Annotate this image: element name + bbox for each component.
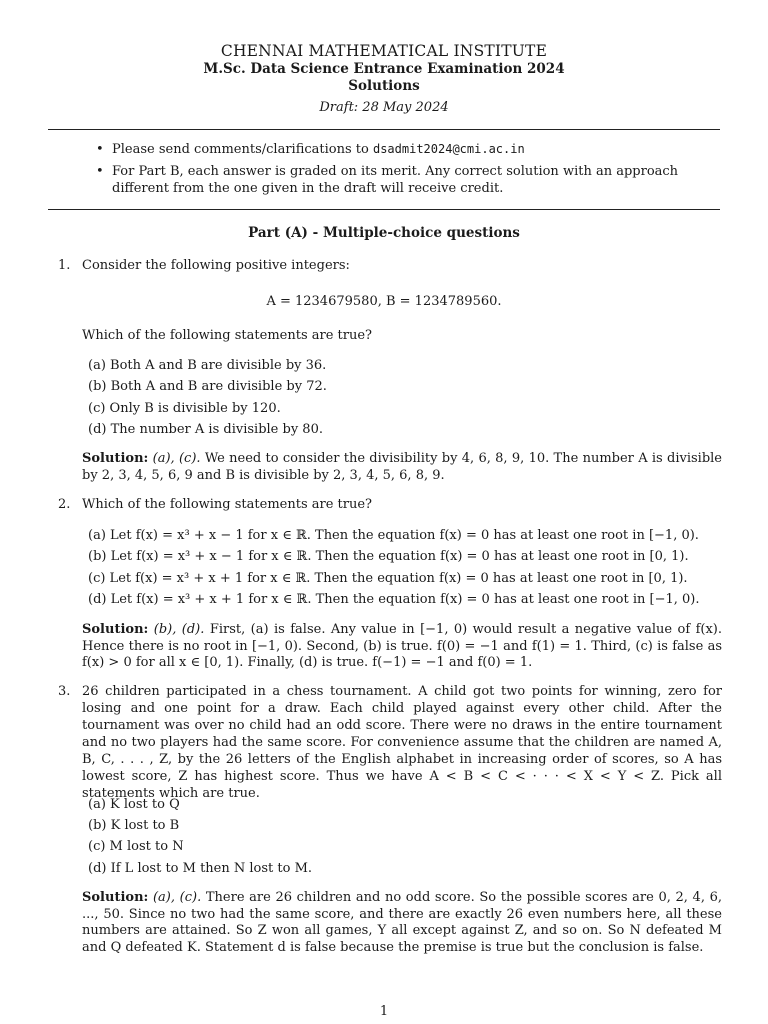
option-c: (c) Only B is divisible by 120.	[88, 401, 281, 416]
question-text: Consider the following positive integers:	[82, 258, 350, 273]
solution-label: Solution:	[82, 890, 149, 905]
option-c: (c) Let f(x) = x³ + x + 1 for x ∈ ℝ. Then the equation f(x) = 0 has at least one root in [0, 1).	[88, 571, 688, 586]
solution-label: Solution:	[82, 622, 149, 637]
option-a: (a) Let f(x) = x³ + x − 1 for x ∈ ℝ. Then the equation f(x) = 0 has at least one root in [−1, 0).	[88, 528, 699, 543]
option-b: (b) Let f(x) = x³ + x − 1 for x ∈ ℝ. Then the equation f(x) = 0 has at least one root in [0, 1).	[88, 549, 689, 564]
solution-2	[82, 622, 722, 672]
page-number: 1	[379, 1004, 389, 1019]
option-d: (d) Let f(x) = x³ + x + 1 for x ∈ ℝ. Then the equation f(x) = 0 has at least one root in [−1, 0).	[88, 592, 700, 607]
question-prompt: Which of the following statements are true?	[82, 328, 373, 343]
note-text: For Part B, each answer is graded on its merit. Any correct solution with an approach different from the one given in the draft will receive credit.	[112, 164, 679, 196]
solution-text: There are 26 children and no odd score. So the possible scores are 0, 2, 4, 6, ..., 50. Since no two had the same score, and there are exactly 26 even numbers here, all these numbers are attained. So Z won all games, Y all except against Z, and so on. So N defeated M and Q defeated K. Statement d is false because the premise is true but the conclusion is false.	[82, 890, 722, 955]
solution-1	[82, 451, 722, 484]
draft-date: Draft: 28 May 2024	[319, 100, 449, 115]
solution-text: First, (a) is false. Any value in [−1, 0) would result a negative value of f(x). Hence there is no root in [−1, 0). Second, (b) is true. f(0) = −1 and f(1) = 1. Third, (c) is false as f(x) > 0 for all x ∈ [0, 1). Finally, (d) is true. f(−1) = −1 and f(0) = 1.	[82, 622, 723, 670]
question-1-prompt	[58, 327, 722, 344]
option-c: (c) M lost to N	[88, 839, 184, 854]
solution-answer: (a), (c).	[152, 890, 202, 905]
note-text: Please send comments/clarifications to	[112, 142, 373, 157]
question-1	[58, 257, 722, 274]
notes-list	[96, 141, 696, 202]
solution-label: Solution:	[82, 451, 149, 466]
option-a: (a) K lost to Q	[88, 797, 180, 812]
question-number: 2.	[58, 497, 71, 512]
option-b: (b) K lost to B	[88, 818, 180, 833]
question-number: 3.	[58, 684, 71, 699]
solution-text: We need to consider the divisibility by 4, 6, 8, 9, 10. The number A is divisible by 2, 3, 4, 5, 6, 9 and B is divisible by 2, 3, 4, 5, 6, 8, 9.	[82, 451, 722, 483]
solution-answer: (a), (c).	[152, 451, 201, 466]
part-heading: Part (A) - Multiple-choice questions	[248, 225, 520, 241]
question-1-formula: A = 1234679580, B = 1234789560.	[266, 294, 502, 309]
institute-title: CHENNAI MATHEMATICAL INSTITUTE	[220, 42, 548, 60]
exam-title: M.Sc. Data Science Entrance Examination 2024	[203, 61, 565, 77]
question-number: 1.	[58, 258, 71, 273]
option-a: (a) Both A and B are divisible by 36.	[88, 358, 327, 373]
top-divider	[48, 129, 720, 130]
option-d: (d) The number A is divisible by 80.	[88, 422, 323, 437]
solution-3	[82, 890, 722, 956]
bottom-divider	[48, 209, 720, 210]
option-d: (d) If L lost to M then N lost to M.	[88, 861, 313, 876]
question-text: 26 children participated in a chess tournament. A child got two points for winning, zero for losing and one point for a draw. Each child played against every other child. After the tournament was over no child had an odd score. There were no draws in the entire tournament and no two players had the same score. For convenience assume that the children are named A, B, C, . . . , Z, by the 26 letters of the English alphabet in increasing order of scores, so A has lowest score, Z has highest score. Thus we have A < B < C < · · · < X < Y < Z. Pick all statements which are true.	[82, 684, 722, 801]
question-3	[58, 683, 722, 802]
contact-email-link[interactable]: dsadmit2024@cmi.ac.in	[372, 142, 525, 156]
note-item	[96, 141, 696, 158]
document-subtitle: Solutions	[348, 78, 420, 94]
note-item	[96, 163, 696, 197]
question-text: Which of the following statements are true?	[82, 497, 373, 512]
question-2	[58, 496, 722, 513]
solution-answer: (b), (d).	[153, 622, 205, 637]
option-b: (b) Both A and B are divisible by 72.	[88, 379, 327, 394]
